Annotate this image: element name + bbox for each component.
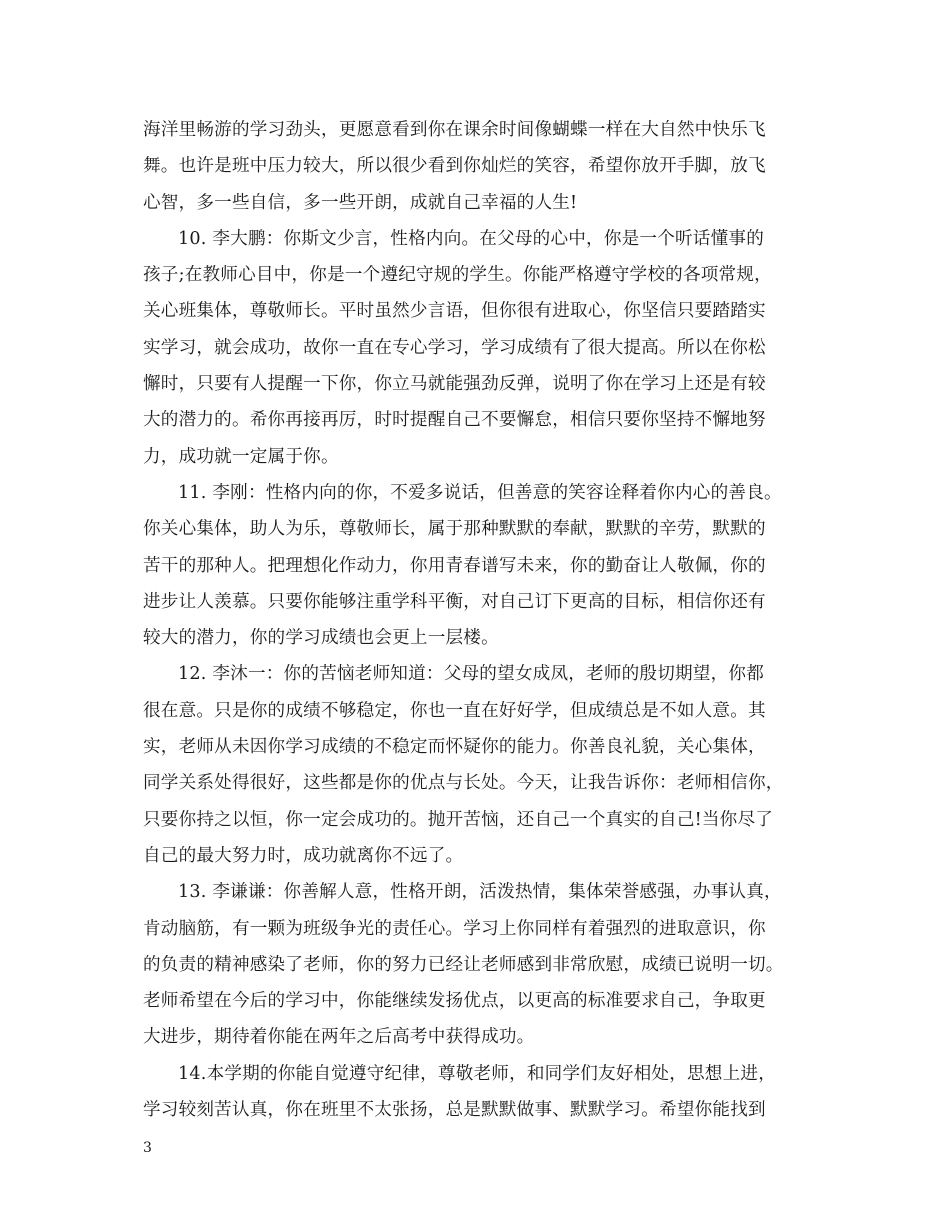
text-line: 学习较刻苦认真，你在班里不太张扬，总是默默做事、默默学习。希望你能找到 [143, 1100, 766, 1121]
paragraph-start-11: 11. 李刚：性格内向的你，不爱多说话，但善意的笑容诠释着你内心的善良。 [178, 482, 782, 503]
text-line: 肯动脑筋，有一颗为班级争光的责任心。学习上你同样有着强烈的进取意识，你 [143, 918, 766, 939]
text-line: 只要你持之以恒，你一定会成功的。抛开苦恼，还自己一个真实的自己!当你尽了 [143, 809, 774, 830]
paragraph-start-13: 13. 李谦谦：你善解人意，性格开朗，活泼热情，集体荣誉感强，办事认真， [178, 882, 782, 903]
text-line: 老师希望在今后的学习中，你能继续发扬优点，以更高的标准要求自己，争取更 [143, 991, 766, 1012]
text-line: 你关心集体，助人为乐，尊敬师长，属于那种默默的奉献，默默的辛劳，默默的 [143, 519, 766, 540]
text-line: 舞。也许是班中压力较大，所以很少看到你灿烂的笑容，希望你放开手脚，放飞 [143, 156, 766, 177]
text-line: 实，老师从未因你学习成绩的不稳定而怀疑你的能力。你善良礼貌，关心集体， [143, 737, 766, 758]
text-line: 实学习，就会成功，故你一直在专心学习，学习成绩有了很大提高。所以在你松 [143, 337, 766, 358]
paragraph-start-10: 10. 李大鹏：你斯文少言，性格内向。在父母的心中，你是一个听话懂事的 [178, 228, 764, 249]
page-number: 3 [143, 1140, 152, 1156]
text-line: 自己的最大努力时，成功就离你不远了。 [143, 845, 464, 866]
text-line: 同学关系处得很好，这些都是你的优点与长处。今天，让我告诉你：老师相信你， [143, 773, 784, 794]
text-line: 力，成功就一定属于你。 [143, 446, 339, 467]
text-line: 海洋里畅游的学习劲头，更愿意看到你在课余时间像蝴蝶一样在大自然中快乐飞 [143, 120, 766, 140]
text-line: 苦干的那种人。把理想化作动力，你用青春谱写未来，你的勤奋让人敬佩，你的 [143, 555, 766, 576]
text-line: 进步让人羡慕。只要你能够注重学科平衡，对自己订下更高的目标，相信你还有 [143, 591, 766, 612]
text-line: 孩子;在教师心目中，你是一个遵纪守规的学生。你能严格遵守学校的各项常规， [143, 265, 772, 286]
text-line: 懈时，只要有人提醒一下你，你立马就能强劲反弹，说明了你在学习上还是有较 [143, 374, 766, 395]
document-body [143, 112, 823, 1128]
text-line: 的负责的精神感染了老师，你的努力已经让老师感到非常欣慰，成绩已说明一切。 [143, 954, 784, 975]
paragraph-start-14: 14.本学期的你能自觉遵守纪律，尊敬老师，和同学们友好相处，思想上进， [178, 1063, 776, 1084]
text-line: 较大的潜力，你的学习成绩也会更上一层楼。 [143, 628, 499, 649]
text-line: 关心班集体，尊敬师长。平时虽然少言语，但你很有进取心，你坚信只要踏踏实 [143, 301, 766, 322]
paragraph-start-12: 12. 李沐一：你的苦恼老师知道：父母的望女成凤，老师的殷切期望，你都 [178, 664, 764, 685]
text-line: 大的潜力的。希你再接再厉，时时提醒自己不要懈怠，相信只要你坚持不懈地努 [143, 410, 766, 431]
text-line: 心智，多一些自信，多一些开朗，成就自己幸福的人生! [143, 192, 578, 213]
text-line: 很在意。只是你的成绩不够稳定，你也一直在好好学，但成绩总是不如人意。其 [143, 700, 766, 721]
text-line: 大进步，期待着你能在两年之后高考中获得成功。 [143, 1027, 535, 1048]
